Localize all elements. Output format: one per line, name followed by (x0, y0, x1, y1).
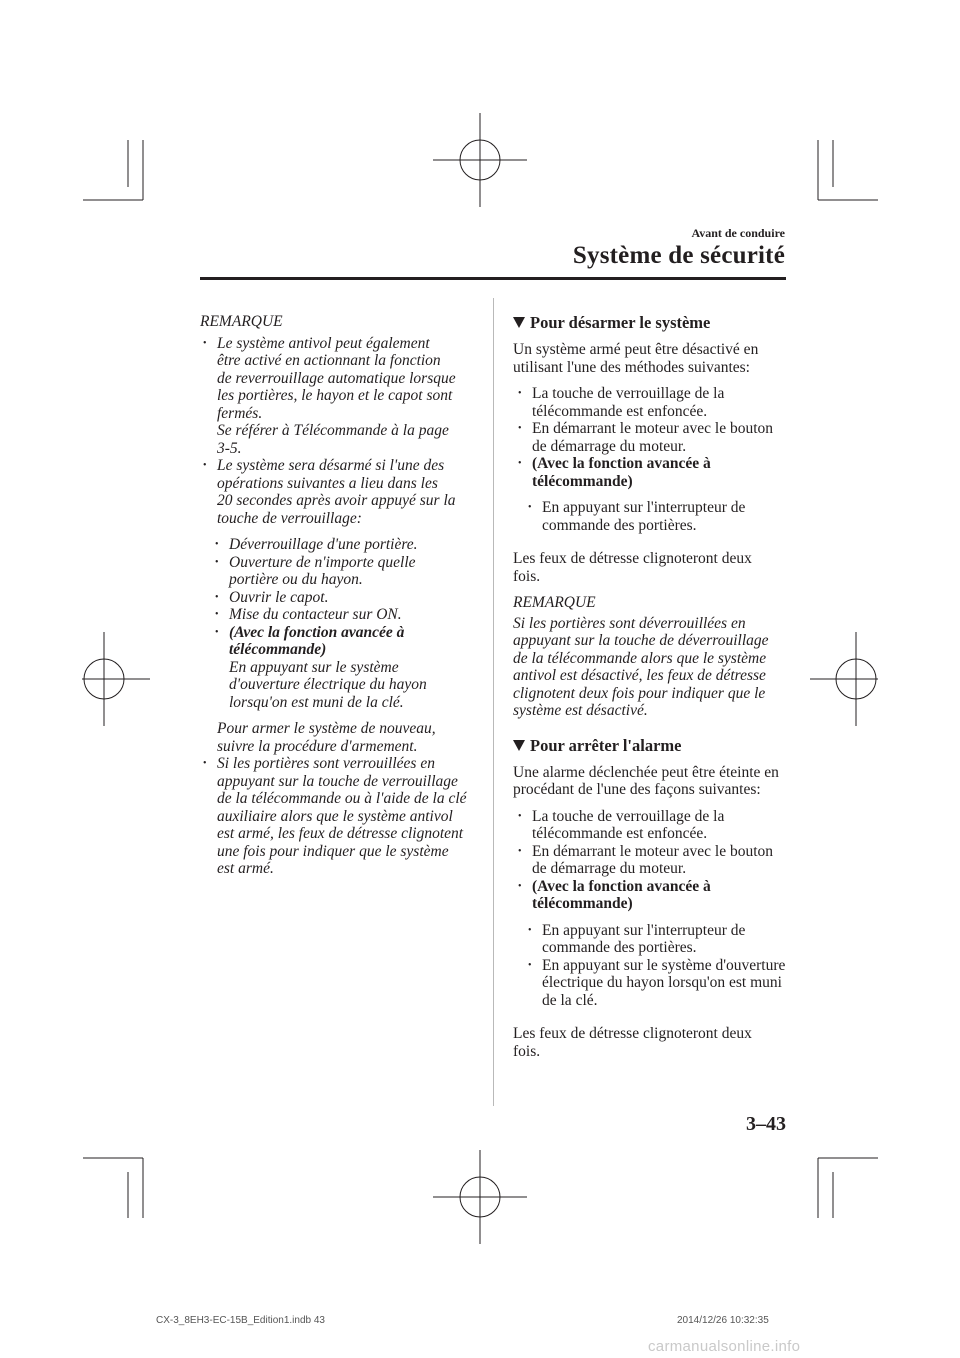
text-line: commande des portières. (542, 939, 697, 956)
text-line: En appuyant sur le système (229, 658, 399, 676)
text-line: est armé. (217, 860, 274, 877)
text-line: télécommande) (532, 472, 633, 490)
text-line: de démarrage du moteur. (532, 437, 687, 455)
text-line: 3-5. (217, 439, 242, 457)
text-line: • (Avec la fonction avancée à (532, 877, 711, 895)
alarm-item-3 (515, 878, 788, 913)
text-line: 20 secondes après avoir appuyé sur la (217, 492, 456, 509)
text-line: télécommande est enfoncée. (532, 402, 708, 420)
text-line: procédant de l'une des façons suivantes: (513, 781, 761, 798)
text-line: d'ouverture électrique du hayon (229, 676, 427, 693)
text-line: • La touche de verrouillage de la (532, 385, 725, 402)
text-line: • En appuyant sur l'interrupteur de (542, 921, 746, 939)
sub-item-1 (212, 536, 480, 554)
text-line: clignotent deux fois pour indiquer que le (513, 684, 766, 702)
section-title-disarm (513, 313, 788, 333)
text-line: Les feux de détresse clignoteront deux (513, 1025, 752, 1042)
note-title: REMARQUE (513, 594, 596, 611)
text-line: • Le système antivol peut également (217, 334, 430, 352)
text-line: système est désactivé. (513, 702, 648, 719)
chapter-label: Avant de conduire (691, 226, 785, 240)
disarm-note (513, 615, 788, 720)
text-line: appuyant sur la touche de déverrouillage (513, 632, 769, 649)
page-number: 3–43 (746, 1113, 786, 1135)
page-title: Système de sécurité (572, 242, 785, 269)
text-line: fois. (513, 1042, 541, 1060)
text-line: • En appuyant sur l'interrupteur de (542, 499, 746, 516)
text-line: Pour armer le système de nouveau, (217, 720, 436, 737)
text-line: Les feux de détresse clignoteront deux (513, 550, 752, 567)
text-line: auxiliaire alors que le système antivol (217, 807, 453, 825)
text-line: • Mise du contacteur sur ON. (229, 606, 402, 623)
sub-item-5 (212, 624, 480, 712)
section-title-text: Pour arrêter l'alarme (530, 735, 682, 755)
text-line: • Si les portières sont verrouillées en (217, 755, 435, 772)
section-title-alarm (513, 736, 788, 756)
triangle-down-icon (513, 740, 525, 751)
alarm-item-1 (515, 808, 788, 843)
text-line: électrique du hayon lorsqu'on est muni (542, 974, 782, 991)
note-title: REMARQUE (200, 313, 283, 330)
left-column (200, 313, 480, 878)
text-line: • Le système sera désarmé si l'une des (217, 457, 445, 474)
text-line: de la télécommande alors que le système (513, 649, 767, 667)
column-divider (493, 298, 494, 1106)
text-line: lorsqu'on est muni de la clé. (229, 693, 404, 711)
watermark: carmanualsonline.info (648, 1338, 801, 1355)
text-line: de démarrage du moteur. (532, 860, 687, 877)
disarm-item-2 (515, 420, 788, 455)
right-column (513, 313, 788, 1060)
alarm-item-2 (515, 843, 788, 878)
disarm-item-3 (515, 455, 788, 490)
text-line: touche de verrouillage: (217, 509, 362, 527)
rearm-text (200, 720, 480, 755)
text-line: antivol est désactivé, les feux de détresse (513, 667, 766, 684)
sub-item-3 (212, 589, 480, 607)
text-line: fois. (513, 567, 541, 585)
text-line: • (Avec la fonction avancée à (229, 623, 405, 641)
text-line: portière ou du hayon. (229, 571, 363, 588)
text-line: une fois pour indiquer que le système (217, 842, 449, 860)
text-line: suivre la procédure d'armement. (217, 737, 418, 755)
disarm-item-1 (515, 385, 788, 420)
text-line: de la télécommande ou à l'aide de la clé (217, 790, 467, 807)
text-line: • Ouverture de n'importe quelle (229, 553, 416, 571)
text-line: commande des portières. (542, 516, 697, 534)
alarm-sub-item-1 (525, 922, 788, 957)
text-line: fermés. (217, 404, 263, 422)
text-line: • En appuyant sur le système d'ouverture (542, 956, 786, 974)
text-line: • En démarrant le moteur avec le bouton (532, 842, 774, 860)
header-rule (200, 277, 786, 280)
text-line: • En démarrant le moteur avec le bouton (532, 420, 774, 437)
text-line: télécommande) (532, 895, 633, 912)
triangle-down-icon (513, 317, 525, 328)
sub-item-4 (212, 606, 480, 624)
alarm-sub-item-2 (525, 957, 788, 1010)
sub-item-2 (212, 554, 480, 589)
text-line: • La touche de verrouillage de la (532, 807, 725, 825)
footer-file: CX-3_8EH3-EC-15B_Edition1.indb 43 (156, 1315, 325, 1326)
text-line: de reverrouillage automatique lorsque (217, 369, 456, 387)
text-line: est armé, les feux de détresse clignotent (217, 825, 464, 842)
text-line: télécommande est enfoncée. (532, 825, 708, 842)
text-line: être activé en actionnant la fonction (217, 352, 441, 369)
text-line: Si les portières sont déverrouillées en (513, 614, 746, 632)
text-line: Se référer à Télécommande à la page (217, 422, 449, 439)
text-line: les portières, le hayon et le capot sont (217, 387, 453, 404)
text-line: Une alarme déclenchée peut être éteinte en (513, 763, 779, 781)
text-line: opérations suivantes a lieu dans les (217, 474, 438, 492)
text-line: appuyant sur la touche de verrouillage (217, 772, 458, 790)
note-bullet-2 (200, 457, 480, 527)
footer-timestamp: 2014/12/26 10:32:35 (677, 1315, 769, 1326)
text-line: utilisant l'une des méthodes suivantes: (513, 358, 750, 376)
note-bullet-3 (200, 755, 480, 878)
note-bullet-1 (200, 335, 480, 458)
disarm-sub-item-1 (525, 499, 788, 534)
section-title-text: Pour désarmer le système (530, 313, 711, 332)
text-line: • (Avec la fonction avancée à (532, 455, 711, 472)
text-line: télécommande) (229, 641, 327, 658)
text-line: • Déverrouillage d'une portière. (229, 536, 418, 553)
text-line: Un système armé peut être désactivé en (513, 341, 759, 358)
text-line: • Ouvrir le capot. (229, 588, 329, 606)
text-line: de la clé. (542, 991, 598, 1009)
